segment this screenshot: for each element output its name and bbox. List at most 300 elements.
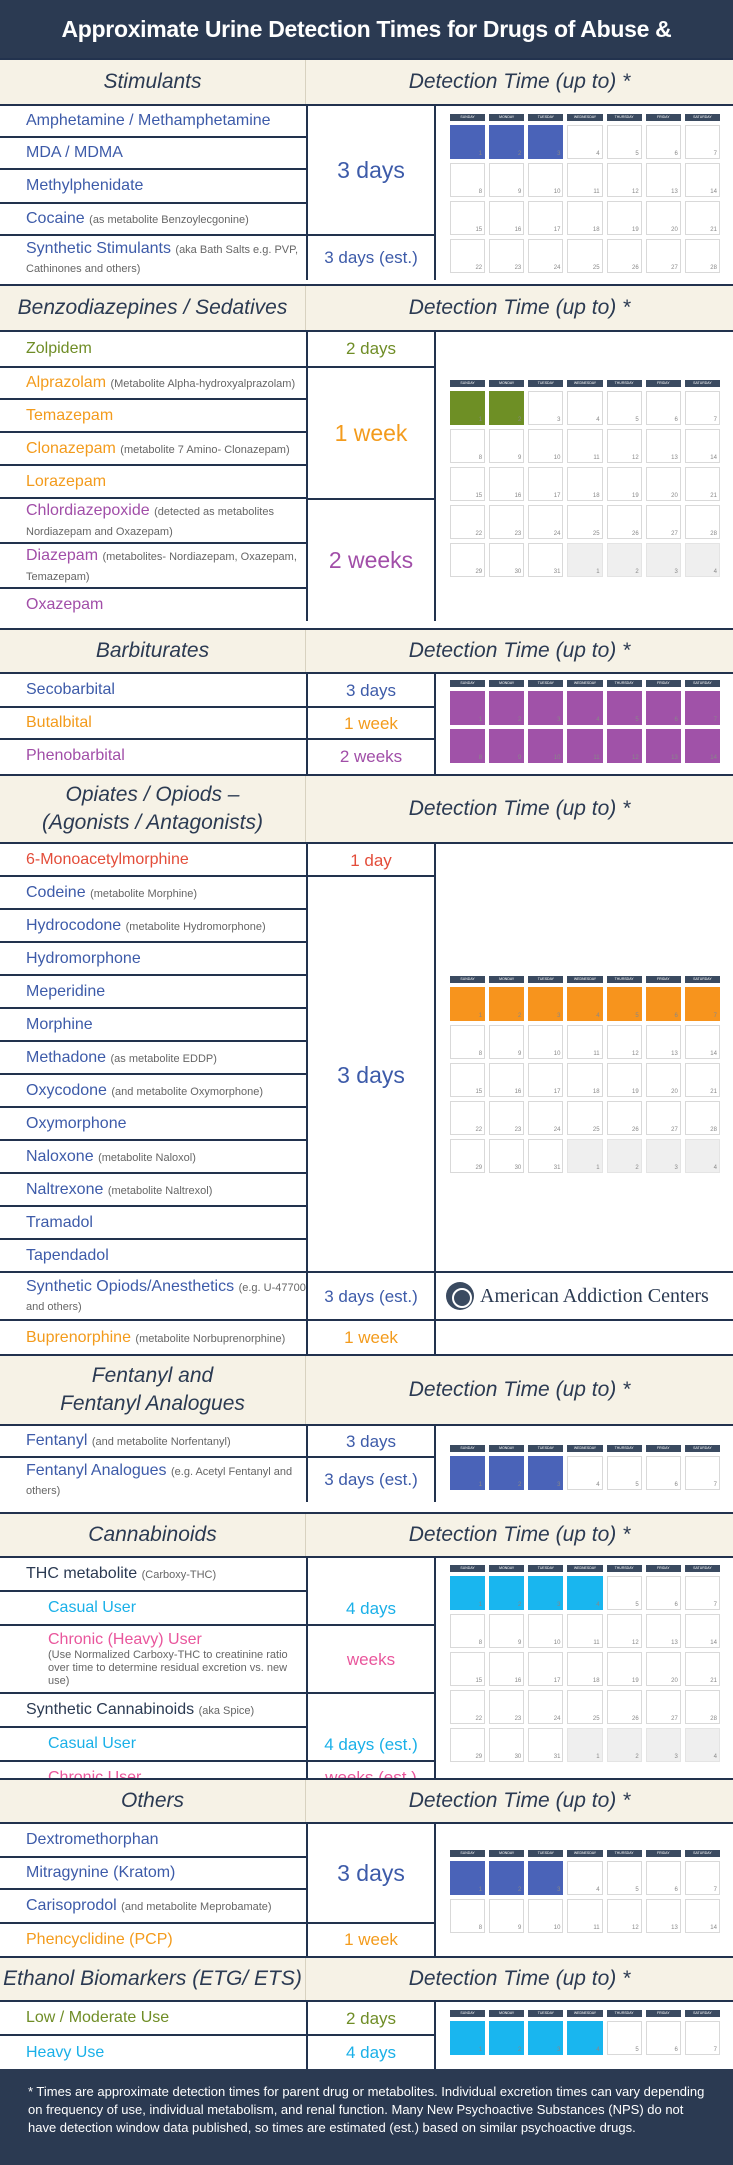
weekday-header [450,1850,720,1857]
weekday-label: MONDAY [489,1565,524,1572]
divider [306,1824,308,1956]
detection-header: Detection Time (up to) * [408,639,631,662]
calendar-day: 22 [450,1690,485,1724]
weekday-label: SUNDAY [450,680,485,687]
calendar-day: 11 [567,1025,602,1059]
footnote: * Times are approximate detection times for parent drug or metabolites. Individual excretion times can vary depending on frequency of use, individual metabolism, and renal function. Many New Psychoactive Substances (NPS) do not have detection window data published, so times are estimated (est.) based on similar psychoactive drugs. [0,2069,733,2165]
weekday-label: FRIDAY [646,380,681,387]
calendar-day: 1 [450,125,485,159]
weekday-label: MONDAY [489,1850,524,1857]
detection-time: 3 days [337,156,405,183]
calendar-day: 29 [450,1139,485,1173]
weekday-label: SATURDAY [685,2010,720,2017]
calendar-day: 8 [450,1614,485,1648]
weekday-label: SATURDAY [685,380,720,387]
weekday-label: MONDAY [489,1445,524,1452]
calendar-day: 11 [567,163,602,197]
detection-time: weeks [346,1650,396,1669]
calendar-day: 9 [489,163,524,197]
weekday-label: MONDAY [489,114,524,121]
detection-header: Detection Time (up to) * [408,797,631,820]
drug-row: Zolpidem [0,332,306,368]
weekday-label: TUESDAY [528,2010,563,2017]
drug-row: Hydromorphone [0,943,306,976]
section-header-opiates [0,774,733,844]
drug-row: Dextromethorphan [0,1824,306,1858]
calendar-day: 19 [607,467,642,501]
calendar-day: 4 [567,391,602,425]
calendar-day: 19 [607,1652,642,1686]
calendar-day: 30 [489,543,524,577]
calendar-day: 9 [489,1614,524,1648]
calendar-day: 26 [607,239,642,273]
calendar-day: 5 [607,2021,642,2055]
calendar-day: 8 [450,1025,485,1059]
calendar-day: 3 [646,1139,681,1173]
calendar-day: 5 [607,1456,642,1490]
weekday-label: WEDNESDAY [567,1565,602,1572]
calendar-day: 29 [450,543,485,577]
calendar-day: 29 [450,1728,485,1762]
calendar-day: 2 [607,1728,642,1762]
calendar-opiates [450,976,720,1173]
detection-time: 2 weeks [328,547,414,573]
section-header-ethanol [0,1956,733,2002]
weekday-header [450,976,720,983]
section-header-fentanyl [0,1354,733,1426]
calendar-day: 15 [450,1652,485,1686]
calendar-day: 7 [685,1576,720,1610]
calendar-day: 25 [567,1101,602,1135]
detection-time: 2 days [345,339,397,358]
detection-time: 2 weeks [339,747,403,766]
calendar-day: 15 [450,1063,485,1097]
weekday-label: SUNDAY [450,380,485,387]
calendar-day: 6 [646,987,681,1021]
weekday-header [450,1565,720,1572]
calendar-day: 6 [646,125,681,159]
calendar-day: 9 [489,1025,524,1059]
weekday-label: THURSDAY [607,680,642,687]
calendar-day: 21 [685,1063,720,1097]
weekday-label: TUESDAY [528,1850,563,1857]
weekday-label: WEDNESDAY [567,976,602,983]
calendar-day: 14 [685,729,720,763]
calendar-benzodiazepines [450,380,720,577]
drug-row: Oxycodone (and metabolite Oxymorphone) [0,1075,306,1108]
calendar-fentanyl [450,1445,720,1490]
calendar-day: 14 [685,1614,720,1648]
detection-time: 4 days [345,2042,397,2062]
calendar-day: 5 [607,1861,642,1895]
calendar-day: 3 [528,2021,563,2055]
calendar-day: 30 [489,1728,524,1762]
weekday-label: WEDNESDAY [567,114,602,121]
detection-time: 1 week [344,1327,398,1347]
drug-row: Clonazepam (metabolite 7 Amino- Clonazepam) [0,433,306,466]
calendar-day: 1 [450,2021,485,2055]
calendar-day: 2 [489,125,524,159]
drug-row: Alprazolam (Metabolite Alpha-hydroxyalprazolam) [0,368,306,400]
detection-time: 3 days (est.) [324,1470,418,1489]
calendar-day: 3 [528,987,563,1021]
calendar-day: 9 [489,429,524,463]
calendar-day: 15 [450,467,485,501]
weekday-label: SATURDAY [685,114,720,121]
calendar-day: 13 [646,1025,681,1059]
drug-row: Methadone (as metabolite EDDP) [0,1042,306,1075]
weekday-label: TUESDAY [528,976,563,983]
weekday-label: FRIDAY [646,114,681,121]
calendar-day: 14 [685,1899,720,1933]
section-header-benzodiazepines [0,284,733,332]
weekday-label: WEDNESDAY [567,1445,602,1452]
weekday-label: SATURDAY [685,1565,720,1572]
detection-time: 1 week [344,714,398,733]
calendar-day: 8 [450,429,485,463]
calendar-day: 4 [685,1139,720,1173]
calendar-day: 3 [528,125,563,159]
category-title: Barbiturates [0,630,306,672]
calendar-day: 13 [646,163,681,197]
drug-row: Synthetic Stimulants (aka Bath Salts e.g. PVP, Cathinones and others) [26,239,299,275]
calendar-day: 11 [567,1614,602,1648]
weekday-header [450,2010,720,2017]
divider [306,1692,436,1694]
weekday-label: THURSDAY [607,976,642,983]
calendar-day: 12 [607,163,642,197]
calendar-day: 4 [567,691,602,725]
weekday-label: TUESDAY [528,1445,563,1452]
weekday-label: SUNDAY [450,1565,485,1572]
calendar-day: 26 [607,505,642,539]
calendar-day: 10 [528,429,563,463]
detection-header: Detection Time (up to) * [408,70,631,93]
drug-row: Naloxone (metabolite Naloxol) [0,1141,306,1174]
category-title: Fentanyl and Fentanyl Analogues [0,1356,306,1424]
calendar-day: 8 [450,1899,485,1933]
detection-time: 3 days [345,681,397,700]
calendar-day: 7 [685,987,720,1021]
weekday-label: THURSDAY [607,114,642,121]
calendar-day: 28 [685,1101,720,1135]
calendar-day: 24 [528,1101,563,1135]
calendar-day: 26 [607,1690,642,1724]
calendar-day: 10 [528,729,563,763]
calendar-day: 13 [646,429,681,463]
calendar-day: 10 [528,163,563,197]
calendar-day: 20 [646,467,681,501]
calendar-day: 1 [450,391,485,425]
weekday-header [450,1445,720,1452]
drug-row: Chronic (Heavy) User (Use Normalized Carboxy-THC to creatinine ratio over time to determine residual excretion vs. new use) [0,1626,306,1694]
divider [306,738,436,740]
calendar-day: 1 [567,1139,602,1173]
drug-row: MDA / MDMA [0,138,306,170]
section-header-cannabinoids [0,1512,733,1558]
divider [434,1426,436,1502]
drug-row: Meperidine [0,976,306,1009]
weekday-label: THURSDAY [607,2010,642,2017]
calendar-day: 13 [646,1614,681,1648]
drug-row: Phenobarbital [26,747,125,765]
drug-row: Mitragynine (Kratom) [0,1858,306,1890]
calendar-day: 11 [567,729,602,763]
calendar-day: 18 [567,1652,602,1686]
calendar-day: 14 [685,1025,720,1059]
detection-time: 4 days [345,1599,397,1618]
calendar-day: 4 [567,125,602,159]
calendar-day: 6 [646,2021,681,2055]
calendar-day: 14 [685,163,720,197]
weekday-label: MONDAY [489,380,524,387]
calendar-day: 13 [646,729,681,763]
divider [306,1624,436,1626]
weekday-label: SATURDAY [685,976,720,983]
drug-row: Low / Moderate Use [0,2002,306,2036]
detection-header: Detection Time (up to) * [408,1523,631,1546]
weekday-label: SUNDAY [450,976,485,983]
weekday-label: MONDAY [489,976,524,983]
detection-time: 1 day [350,850,392,870]
drug-row: Heavy Use [26,2043,105,2061]
calendar-day: 17 [528,1063,563,1097]
weekday-label: TUESDAY [528,380,563,387]
calendar-day: 3 [528,1456,563,1490]
divider [306,2002,308,2069]
calendar-day: 28 [685,1690,720,1724]
drug-row: Oxazepam [26,596,104,614]
calendar-day: 31 [528,543,563,577]
calendar-day: 10 [528,1614,563,1648]
detection-time: 3 days [337,1859,405,1886]
calendar-day: 3 [646,543,681,577]
drug-row: Amphetamine / Methamphetamine [0,106,306,138]
calendar-day: 4 [567,2021,602,2055]
calendar-day: 1 [450,1576,485,1610]
calendar-day: 2 [607,1139,642,1173]
calendar-day: 6 [646,1456,681,1490]
calendar-day: 11 [567,429,602,463]
calendar-day: 2 [607,543,642,577]
calendar-day: 17 [528,467,563,501]
calendar-day: 2 [489,691,524,725]
divider [434,1824,436,1956]
weekday-label: FRIDAY [646,1565,681,1572]
weekday-label: FRIDAY [646,1850,681,1857]
calendar-day: 4 [685,543,720,577]
calendar-day: 16 [489,1652,524,1686]
calendar-day: 9 [489,1899,524,1933]
calendar-day: 17 [528,1652,563,1686]
weekday-label: TUESDAY [528,1565,563,1572]
divider [434,844,436,1354]
calendar-day: 15 [450,201,485,235]
calendar-day: 27 [646,1690,681,1724]
drug-row: Casual User [0,1728,306,1762]
drug-row: Secobarbital [0,674,306,708]
divider [306,332,308,621]
calendar-day: 6 [646,1861,681,1895]
detection-time: 1 week [344,1930,398,1949]
drug-row: Phencyclidine (PCP) [26,1931,173,1949]
calendar-day: 24 [528,1690,563,1724]
calendar-others [450,1850,720,1933]
calendar-day: 21 [685,201,720,235]
calendar-day: 7 [685,125,720,159]
calendar-day: 2 [489,987,524,1021]
drug-row: Fentanyl (and metabolite Norfentanyl) [0,1426,306,1458]
calendar-day: 27 [646,1101,681,1135]
calendar-day: 3 [528,1576,563,1610]
weekday-label: SATURDAY [685,1850,720,1857]
calendar-day: 31 [528,1728,563,1762]
calendar-day: 20 [646,1063,681,1097]
weekday-label: MONDAY [489,680,524,687]
drug-row: Cocaine (as metabolite Benzoylecgonine) [0,204,306,236]
calendar-day: 12 [607,1025,642,1059]
calendar-day: 11 [567,1899,602,1933]
weekday-label: WEDNESDAY [567,2010,602,2017]
weekday-label: FRIDAY [646,1445,681,1452]
calendar-day: 14 [685,429,720,463]
drug-row: Hydrocodone (metabolite Hydromorphone) [0,910,306,943]
calendar-day: 7 [685,1456,720,1490]
divider [434,1558,436,1794]
calendar-day: 4 [567,1576,602,1610]
divider [306,1456,436,1458]
calendar-day: 10 [528,1899,563,1933]
weekday-label: SUNDAY [450,2010,485,2017]
calendar-day: 2 [489,391,524,425]
weekday-label: THURSDAY [607,1850,642,1857]
weekday-label: MONDAY [489,2010,524,2017]
drug-row: Methylphenidate [0,170,306,204]
calendar-day: 10 [528,1025,563,1059]
divider [434,2002,436,2069]
divider [306,1558,308,1794]
category-title: Cannabinoids [0,1514,306,1556]
calendar-day: 24 [528,505,563,539]
calendar-day: 13 [646,1899,681,1933]
calendar-day: 9 [489,729,524,763]
weekday-header [450,114,720,121]
calendar-day: 7 [685,2021,720,2055]
calendar-day: 12 [607,1614,642,1648]
divider [306,1760,436,1762]
divider [434,674,436,774]
detection-header: Detection Time (up to) * [408,1378,631,1401]
drug-row: Diazepam (metabolites- Nordiazepam, Oxazepam, Temazepam) [0,544,306,589]
calendar-day: 8 [450,163,485,197]
divider [306,674,308,774]
calendar-day: 30 [489,1139,524,1173]
divider [306,1426,308,1502]
detection-time: 2 days [345,2009,397,2028]
weekday-header [450,680,720,687]
calendar-day: 4 [567,1861,602,1895]
calendar-day: 6 [646,691,681,725]
calendar-day: 23 [489,1101,524,1135]
calendar-day: 4 [567,987,602,1021]
divider [434,106,436,280]
calendar-day: 22 [450,505,485,539]
drug-row: Synthetic Cannabinoids (aka Spice) [0,1694,306,1728]
divider [306,844,308,1354]
calendar-day: 18 [567,201,602,235]
weekday-label: FRIDAY [646,976,681,983]
section-header-stimulants [0,58,733,106]
detection-time: 1 week [334,419,408,446]
calendar-day: 25 [567,239,602,273]
detection-time: 3 days (est.) [324,1287,418,1306]
calendar-ethanol [450,2010,720,2055]
calendar-day: 1 [567,543,602,577]
calendar-day: 16 [489,1063,524,1097]
calendar-day: 22 [450,239,485,273]
calendar-day: 3 [528,391,563,425]
calendar-day: 21 [685,467,720,501]
calendar-day: 3 [646,1728,681,1762]
detection-header: Detection Time (up to) * [408,296,631,319]
drug-row: Naltrexone (metabolite Naltrexol) [0,1174,306,1207]
weekday-label: TUESDAY [528,114,563,121]
page-title: Approximate Urine Detection Times for Drugs of Abuse & [0,0,733,58]
detection-time: 3 days [345,1432,397,1451]
weekday-label: THURSDAY [607,1445,642,1452]
drug-row: Buprenorphine (metabolite Norbuprenorphine) [26,1328,286,1346]
calendar-day: 25 [567,505,602,539]
detection-header: Detection Time (up to) * [408,1967,631,1990]
calendar-day: 8 [450,729,485,763]
detection-header: Detection Time (up to) * [408,1789,631,1812]
calendar-day: 21 [685,1652,720,1686]
detection-time: 3 days (est.) [324,248,418,267]
calendar-day: 28 [685,239,720,273]
drug-row: Temazepam [0,400,306,433]
calendar-day: 7 [685,691,720,725]
calendar-day: 20 [646,1652,681,1686]
weekday-label: FRIDAY [646,680,681,687]
calendar-day: 27 [646,239,681,273]
brand-name: American Addiction Centers [480,1284,709,1307]
calendar-day: 5 [607,1576,642,1610]
calendar-day: 2 [489,2021,524,2055]
calendar-day: 16 [489,467,524,501]
section-header-others [0,1778,733,1824]
calendar-day: 2 [489,1456,524,1490]
calendar-day: 16 [489,201,524,235]
calendar-day: 12 [607,1899,642,1933]
calendar-day: 31 [528,1139,563,1173]
calendar-day: 12 [607,429,642,463]
calendar-day: 1 [567,1728,602,1762]
weekday-label: THURSDAY [607,1565,642,1572]
drug-row: Chlordiazepoxide (detected as metabolites Nordiazepam and Oxazepam) [0,499,306,544]
calendar-day: 5 [607,691,642,725]
drug-row: 6-Monoacetylmorphine [0,844,306,877]
calendar-day: 25 [567,1690,602,1724]
drug-row: THC metabolite (Carboxy-THC) [0,1558,306,1592]
calendar-day: 3 [528,691,563,725]
divider [306,106,308,280]
weekday-label: TUESDAY [528,680,563,687]
drug-row: Morphine [0,1009,306,1042]
weekday-label: SUNDAY [450,114,485,121]
calendar-day: 2 [489,1861,524,1895]
calendar-day: 28 [685,505,720,539]
detection-time: 3 days [337,1061,405,1088]
